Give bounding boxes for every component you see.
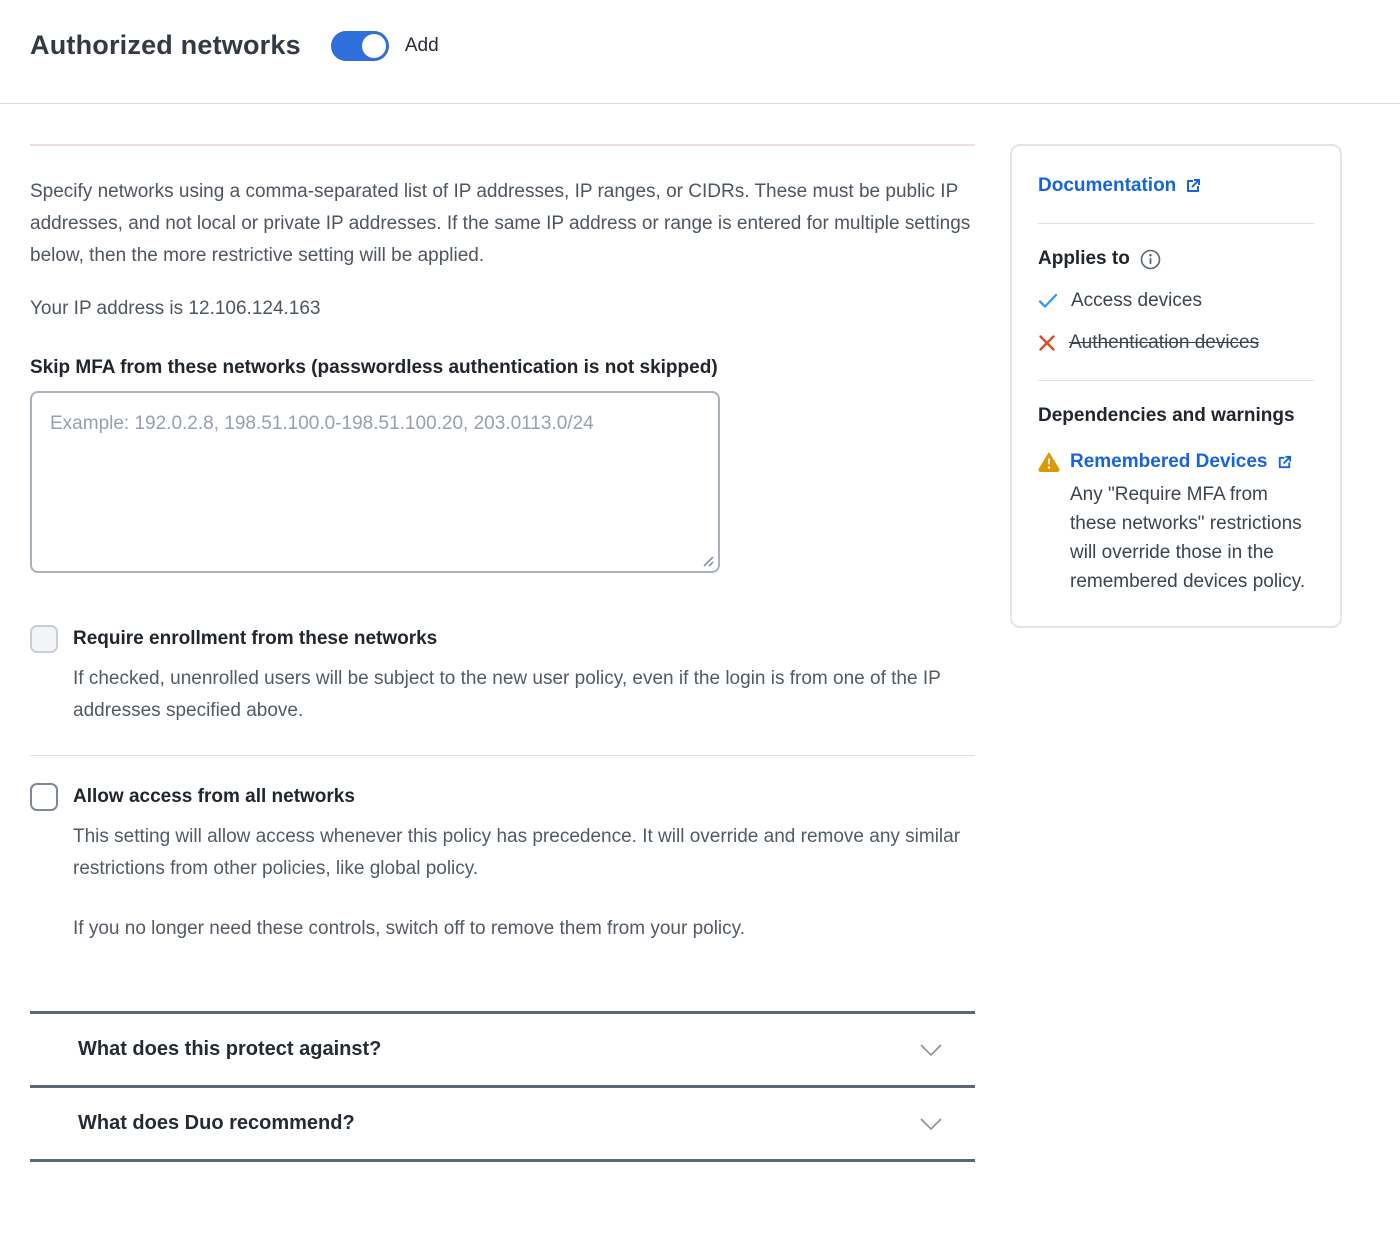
checkbox-divider [30, 755, 975, 756]
chevron-down-icon[interactable] [919, 1043, 943, 1057]
allow-access-description: This setting will allow access whenever this policy has precedence. It will override and remove any similar restrictions from other policies, like global policy. [73, 826, 961, 879]
accordion-duo-recommend[interactable] [30, 1088, 975, 1159]
require-enrollment-row [30, 627, 975, 653]
card-divider [1038, 380, 1314, 381]
accordion-divider-bottom [30, 1159, 975, 1162]
allow-access-row [30, 785, 975, 811]
applies-item-label: Authentication devices [1069, 332, 1260, 353]
allow-access-checkbox[interactable] [30, 783, 58, 811]
info-icon[interactable] [1140, 249, 1161, 270]
documentation-link-label: Documentation [1038, 175, 1177, 196]
networks-textarea-wrap [30, 391, 720, 573]
chevron-down-icon[interactable] [919, 1117, 943, 1131]
x-icon [1038, 334, 1056, 352]
accent-divider [30, 144, 975, 146]
checkmark-icon [1038, 292, 1058, 310]
toggle-knob [362, 34, 386, 58]
warning-triangle-icon [1038, 452, 1060, 472]
applies-to-label: Applies to [1038, 248, 1130, 269]
require-enrollment-label[interactable]: Require enrollment from these networks [73, 628, 438, 649]
accordion-protect-against-title: What does this protect against? [78, 1038, 382, 1060]
warning-description: Any "Require MFA from these networks" restrictions will override those in the remembered devices policy. [1070, 484, 1306, 592]
your-ip-address-line: Your IP address is 12.106.124.163 [30, 298, 321, 319]
require-enrollment-checkbox[interactable] [30, 625, 58, 653]
toggle-label: Add [404, 34, 439, 56]
skip-mfa-label: Skip MFA from these networks (passwordless authentication is not skipped) [30, 357, 718, 378]
accordion-duo-recommend-title: What does Duo recommend? [78, 1112, 355, 1134]
external-link-icon [1276, 454, 1293, 471]
accordion-block [30, 1011, 975, 1162]
accordion-protect-against[interactable] [30, 1014, 975, 1085]
require-enrollment-description: If checked, unenrolled users will be subject to the new user policy, even if the login is from one of the IP addresses specified above. [73, 668, 941, 721]
intro-paragraph: Specify networks using a comma-separated list of IP addresses, IP ranges, or CIDRs. These must be public IP addresses, and not local or private IP addresses. If the same IP address or range is entered for multiple settings below, then the more restrictive setting will be applied. [30, 181, 971, 266]
section-enabled-toggle[interactable] [331, 31, 389, 61]
dependencies-heading: Dependencies and warnings [1038, 405, 1295, 426]
warning-row [1038, 451, 1314, 473]
info-card [1010, 144, 1342, 628]
card-divider [1038, 223, 1314, 224]
allow-access-label[interactable]: Allow access from all networks [73, 786, 355, 807]
external-link-icon [1184, 177, 1202, 195]
main-content [30, 104, 975, 1162]
remembered-devices-link[interactable] [1070, 451, 1293, 473]
switch-off-note: If you no longer need these controls, switch off to remove them from your policy. [73, 918, 746, 939]
section-toggle-group [331, 31, 439, 61]
applies-to-heading [1038, 248, 1314, 270]
section-header [0, 0, 1400, 61]
applies-item-authentication-devices [1038, 332, 1314, 354]
networks-textarea[interactable] [32, 393, 718, 571]
applies-item-label: Access devices [1071, 290, 1202, 311]
applies-item-access-devices [1038, 290, 1314, 312]
resize-handle-icon[interactable] [700, 553, 714, 567]
page-title: Authorized networks [30, 30, 301, 60]
documentation-link[interactable] [1038, 175, 1202, 197]
sidebar [1010, 104, 1342, 628]
remembered-devices-link-label: Remembered Devices [1070, 451, 1268, 472]
